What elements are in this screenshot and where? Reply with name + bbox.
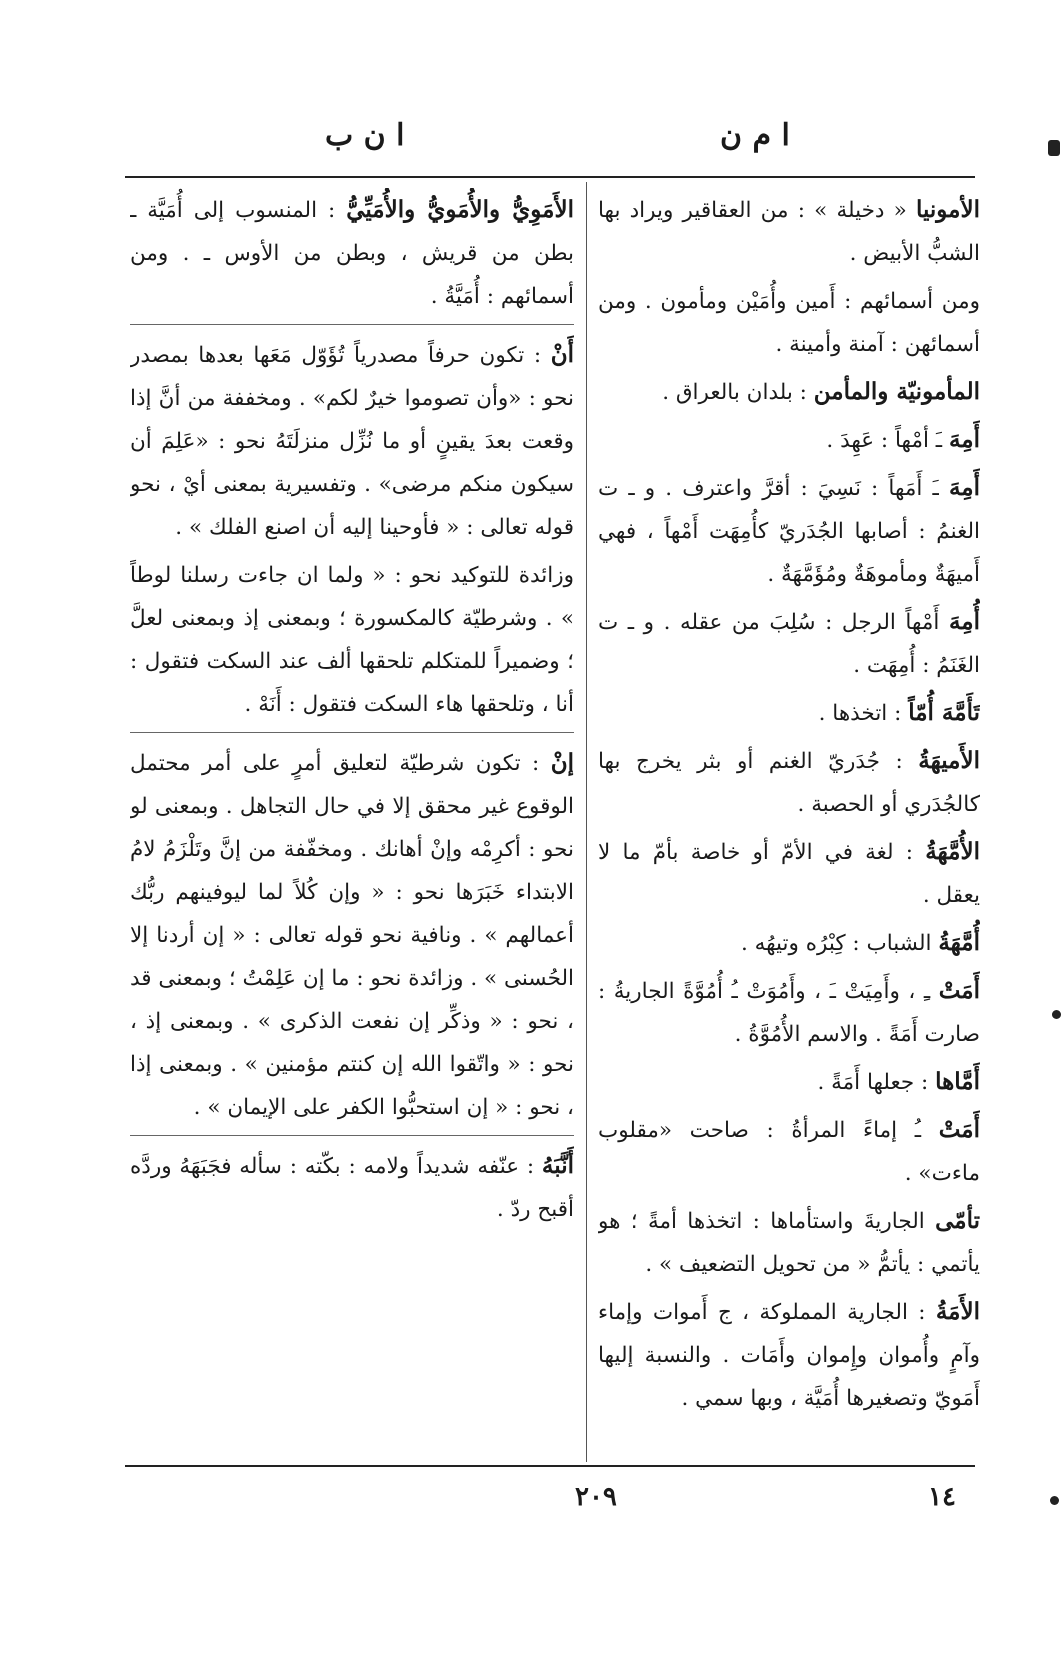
entry (598, 188, 980, 275)
entry (130, 333, 574, 549)
definition: ـِ ، وأَمِيَتْ ـَ ، وأَمُوَتْ ـُ أُمُوَّةً الجاريةُ : صارت أَمَةً . والاسم الأُمُوَّةُ . (598, 979, 980, 1047)
definition: أَمْهاً الرجل : سُلِبَ من عقله . و ـ ت الغَنَمُ : أُمِهَت . (598, 610, 980, 678)
definition: ومن أسمائهم : أَمين وأُمَيْن ومأمون . ومن أسمائهن : آمنة وأمينة . (598, 289, 980, 357)
right-column (598, 188, 980, 1460)
entry (130, 1144, 574, 1231)
entry (130, 188, 574, 318)
entry (130, 741, 574, 1129)
headword: الأَميهَةُ (918, 747, 980, 774)
definition: : عنّفه شديداً ولامه : بكّته : سأله فجَبَهَهُ وردَّه أقبح ردّ . (130, 1154, 574, 1222)
entry (598, 830, 980, 917)
headword: أَمَتْ (938, 977, 980, 1004)
definition: : بلدان بالعراق . (662, 380, 807, 405)
entry (598, 739, 980, 826)
left-column (130, 188, 574, 1460)
definition: « دخيلة » : من العقاقير ويراد بها الشبُّ الأبيض . (598, 198, 980, 266)
definition: : لغة في الأمّ أو خاصة بأمّ ما لا يعقل . (598, 840, 980, 908)
entry-separator (130, 324, 574, 325)
headword: الأَمَوِيُّ والأُمَويُّ والأُمَيِّيُّ (346, 196, 574, 223)
definition: : تكون شرطيّة لتعليق أمرٍ على أمر محتمل الوقوع غير محقق إلا في حال التجاهل . وبمعنى لو نحو : أكرِمْه وإنْ أهانك . ومخفّفة من إنَّ وتَلْزَمُ لامُ الابتداء خَبَرَها نحو : « وإن كُلاً لما ليوفينهم ربُّك أعمالهم » . ونافية نحو قوله تعالى : « إن أردنا إلا الحُسنى » . وزائدة نحو : ما إن عَلِمْتُ ؛ وبمعنى قد ، نحو : « وذكِّر إن نفعت الذكرى » . وبمعنى إذ ، نحو : « واتّقوا الله إن كنتم مؤمنين » . وبمعنى إذا ، نحو : « إن استحبُّوا الكفر على الإيمان » . (130, 751, 574, 1120)
edge-mark (1050, 1496, 1059, 1505)
definition: ـَ أمْهاً : عَهِدَ . (826, 428, 943, 453)
headword: إنْ (550, 749, 574, 776)
definition: الشباب : كِبْرُه وتيهُه . (740, 931, 932, 956)
entry (598, 418, 980, 462)
entry (598, 921, 980, 965)
definition: : اتخذها . (818, 701, 902, 726)
headword: أُمِهَ (948, 608, 980, 635)
headword: أُمَّهَةُ (938, 929, 980, 956)
definition: : الجارية المملوكة ، ج أَموات وإماء وآمٍ وأُموان وإِموان وأَمَات . والنسبة إليها أَمَويّ وتصغيرها أُمَيَّة ، وبها سمي . (598, 1300, 980, 1411)
definition: : جعلها أَمَةً . (817, 1070, 929, 1095)
entry (598, 1290, 980, 1420)
header-rule (125, 176, 975, 178)
column-divider (586, 182, 587, 1462)
edge-mark (1048, 140, 1060, 156)
section-number: ١٤ (928, 1482, 956, 1512)
definition: ـَ أَمَهاً : نَسِيَ : أقرَّ واعترف . و ـ ت الغنمُ : أصابها الجُدَريّ كأُمِهَت أَمْهاً ، فهي أَميهَةٌ ومأموهَةٌ ومُؤَمَّهَةٌ . (598, 476, 980, 587)
definition: : جُدَريّ الغنم أو بثر يخرج بها كالجُدَري أو الحصبة . (598, 749, 980, 817)
headword: تَأَمَّهَ أُمّاً (908, 699, 980, 726)
entry (598, 466, 980, 596)
headword: الأُمَّهَةُ (925, 838, 980, 865)
entry-separator (130, 732, 574, 733)
headword: الأمونيا (915, 196, 980, 223)
entry (598, 969, 980, 1056)
entry (598, 1060, 980, 1104)
definition: : تكون حرفاً مصدرياً تُؤَوّل مَعَها بعدها بمصدر نحو : «وأن تصوموا خيرٌ لكم» . ومخففة من أنَّ إذا وقعت بعدَ يقينٍ أو ما نُزِّل منزلَتَهُ نحو : «عَلِمَ أن سيكون منكم مرضى» . وتفسيرية بمعنى أيْ ، نحو قوله تعالى : « فأوحينا إليه أن اصنع الفلك » . (130, 343, 574, 540)
footer-rule (125, 1465, 975, 1467)
running-header-right: ا م ن (720, 118, 790, 153)
headword: الأَمَةُ (935, 1298, 980, 1325)
page-number: ٢٠٩ (575, 1482, 617, 1512)
running-header-left: ا ن ب (325, 118, 405, 153)
headword: أَنْ (550, 341, 574, 368)
headword: أَمِهَ (948, 426, 980, 453)
entry-separator (130, 1135, 574, 1136)
entry (598, 600, 980, 687)
headword: أَمِهَ (948, 474, 980, 501)
definition: ـُ إماءً المرأةُ : صاحت «مقلوب ماءت» . (598, 1118, 980, 1186)
entry (598, 1199, 980, 1286)
entry (598, 370, 980, 414)
entry (598, 1108, 980, 1195)
entry (598, 279, 980, 366)
definition: وزائدة للتوكيد نحو : « ولما ان جاءت رسلنا لوطاً » . وشرطيّة كالمكسورة ؛ وبمعنى إذ وبمعنى لعلَّ ؛ وضميراً للمتكلم تلحقها ألف عند السكت فتقول : أنا ، وتلحقها هاء السكت فتقول : أَنَهْ . (130, 563, 574, 717)
headword: أَنَّبَهُ (541, 1152, 574, 1179)
headword: أَمَّاها (935, 1068, 980, 1095)
headword: تأمّى (935, 1207, 980, 1234)
definition: : المنسوب إلى أُمَيَّة ـ بطن من قريش ، وبطن من الأوس ـ . ومن أسمائهم : أُمَيَّةُ . (130, 198, 574, 309)
headword: أَمَتْ (938, 1116, 980, 1143)
definition: الجاريةَ واستأماها : اتخذها أمةً ؛ هو يأتمي : يأتمُّ « من تحويل التضعيف » . (598, 1209, 980, 1277)
entry (598, 691, 980, 735)
edge-mark (1052, 1010, 1061, 1019)
entry (130, 553, 574, 726)
headword: المأمونيّة والمأمن (813, 378, 980, 405)
